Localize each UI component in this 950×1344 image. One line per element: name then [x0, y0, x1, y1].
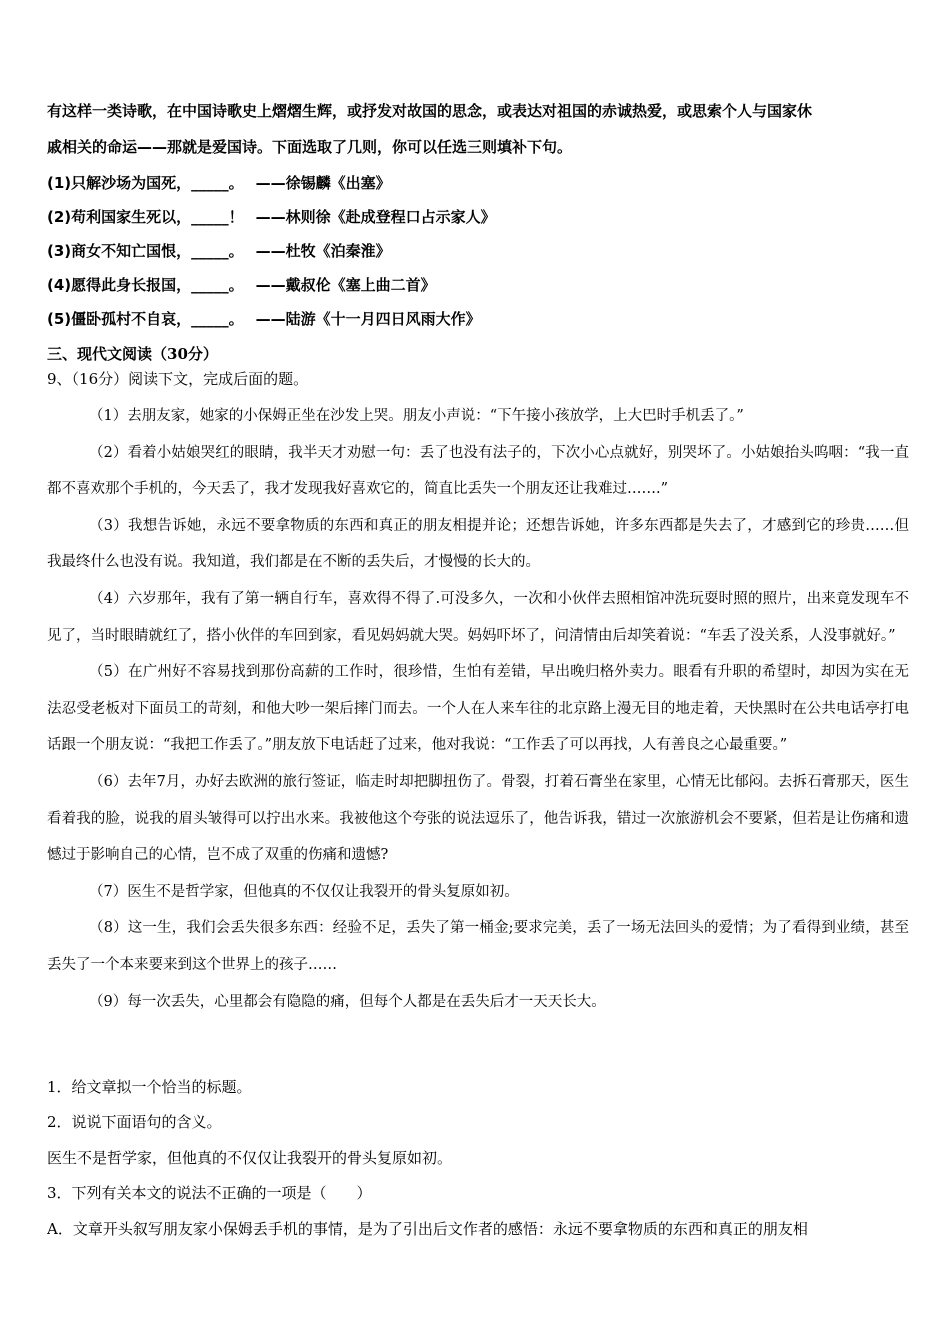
article-paragraph: （8）这一生，我们会丢失很多东西：经验不足，丢失了第一桶金;要求完美，丢了一场无法回头的爱情；为了看得到业绩，甚至丢失了一个本来要来到这个世界上的孩子…… [47, 920, 909, 973]
poem-text: (4)愿得此身长报国，_____。 [47, 276, 244, 294]
question-3: 3．下列有关本文的说法不正确的一项是（ ） [47, 1184, 372, 1203]
poem-source: ——戴叔伦《塞上曲二首》 [255, 276, 436, 294]
article-paragraph: （1）去朋友家，她家的小保姆正坐在沙发上哭。朋友小声说：“下午接小孩放学，上大巴时手机丢了。” [89, 408, 744, 424]
reading-article [47, 398, 909, 1020]
intro-line-1: 有这样一类诗歌，在中国诗歌史上熠熠生辉，或抒发对故国的思念，或表达对祖国的赤诚热爱，或思索个人与国家休 [47, 102, 813, 120]
poem-item-3 [47, 241, 391, 261]
poem-text: (3)商女不知亡国恨，_____。 [47, 242, 244, 260]
poem-item-2 [47, 207, 496, 227]
section-heading: 三、现代文阅读（30分） [47, 345, 218, 363]
article-paragraph: （9）每一次丢失，心里都会有隐隐的痛，但每个人都是在丢失后才一天天长大。 [89, 993, 606, 1010]
intro-paragraph [47, 93, 907, 165]
article-paragraph: （6）去年7月，办好去欧洲的旅行签证，临走时却把脚扭伤了。骨裂，打着石膏坐在家里，心情无比郁闷。去拆石膏那天，医生看着我的脸，说我的眉头皱得可以拧出水来。我被他这个夸张的说法逗乐了，他告诉我，错过一次旅游机会不要紧，但若是让伤痛和遗憾过于影响自己的心情，岂不成了双重的伤痛和遗憾? [47, 773, 909, 864]
poem-text: (1)只解沙场为国死，_____。 [47, 174, 244, 192]
article-paragraph: （5）在广州好不容易找到那份高薪的工作时，很珍惜，生怕有差错，早出晚归格外卖力。眼看有升职的希望时，却因为实在无法忍受老板对下面员工的苛刻，和他大吵一架后摔门而去。一个人在人来车往的北京路上漫无目的地走着，天快黑时在公共电话亭打电话跟一个朋友说：“我把工作丢了。”朋友放下电话赶了过来，他对我说：“工作丢了可以再找，人有善良之心最重要。” [47, 664, 909, 754]
question-3-option-a: A．文章开头叙写朋友家小保姆丢手机的事情，是为了引出后文作者的感悟：永远不要拿物质的东西和真正的朋友相 [47, 1219, 808, 1238]
poem-source: ——林则徐《赴成登程口占示家人》 [255, 208, 496, 226]
article-paragraph: （7）医生不是哲学家，但他真的不仅仅让我裂开的骨头复原如初。 [89, 883, 519, 900]
poem-text: (2)苟利国家生死以，_____！ [47, 208, 244, 226]
question-2-quote: 医生不是哲学家，但他真的不仅仅让我裂开的骨头复原如初。 [47, 1148, 453, 1167]
poem-source: ——徐锡麟《出塞》 [255, 174, 391, 192]
question-1: 1．给文章拟一个恰当的标题。 [47, 1078, 252, 1096]
article-paragraph: （2）看着小姑娘哭红的眼睛，我半天才劝慰一句：丢了也没有法子的，下次小心点就好，别哭坏了。小姑娘抬头呜咽：“我一直都不喜欢那个手机的，今天丢了，我才发现我好喜欢它的，简直比丢失一个朋友还让我难过…….” [47, 444, 909, 498]
poem-item-5 [47, 309, 481, 329]
poem-source: ——陆游《十一月四日风雨大作》 [255, 310, 481, 328]
question-list [47, 1070, 909, 1247]
question-intro: 9、（16分）阅读下文，完成后面的题。 [47, 370, 309, 388]
intro-line-2: 戚相关的命运——那就是爱国诗。下面选取了几则，你可以任选三则填补下句。 [47, 138, 573, 156]
poem-source: ——杜牧《泊秦淮》 [255, 242, 391, 260]
poem-item-4 [47, 275, 436, 295]
article-paragraph: （4）六岁那年，我有了第一辆自行车，喜欢得不得了.可没多久，一次和小伙伴去照相馆冲洗玩耍时照的照片，出来竟发现车不见了，当时眼睛就红了，搭小伙伴的车回到家，看见妈妈就大哭。妈妈吓坏了，问清情由后却笑着说：“车丢了没关系，人没事就好。” [47, 590, 909, 644]
poem-item-1 [47, 173, 391, 193]
article-paragraph: （3）我想告诉她，永远不要拿物质的东西和真正的朋友相提并论；还想告诉她，许多东西都是失去了，才感到它的珍贵……但我最终什么也没有说。我知道，我们都是在不断的丢失后，才慢慢的长大的。 [47, 517, 909, 571]
poem-text: (5)僵卧孤村不自哀，_____。 [47, 310, 244, 328]
question-2: 2．说说下面语句的含义。 [47, 1113, 222, 1132]
